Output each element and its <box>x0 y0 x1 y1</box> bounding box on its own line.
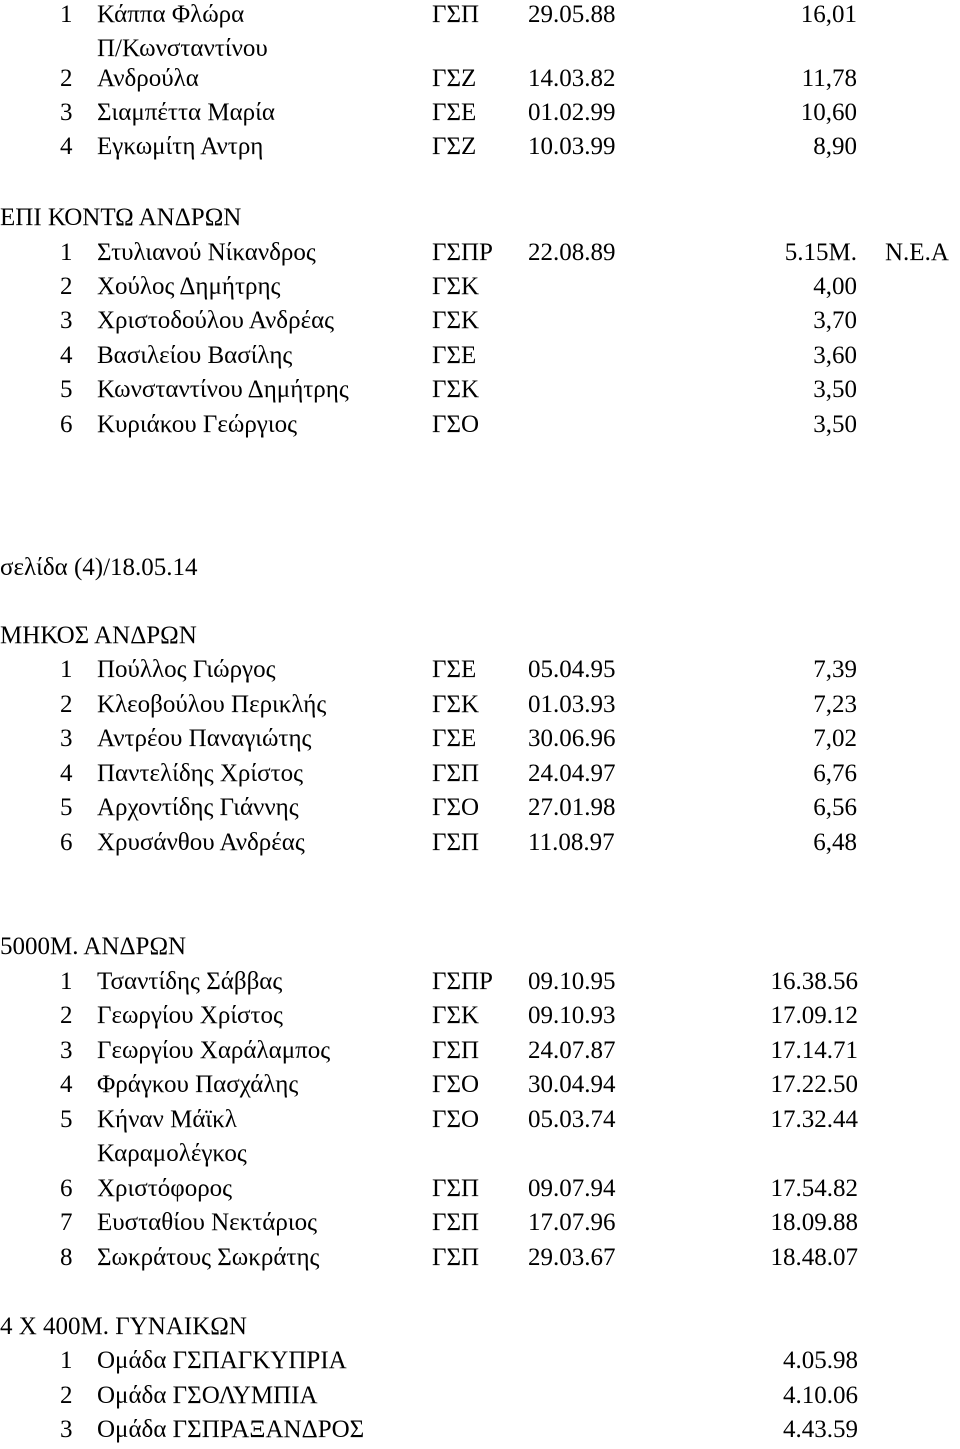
club-code: ΓΣΠΡ <box>432 968 493 995</box>
rank-number: 8 <box>60 1244 73 1271</box>
result-value: 10,60 <box>800 99 857 126</box>
birth-date: 01.02.99 <box>528 99 616 126</box>
birth-date: 17.07.96 <box>528 1209 616 1236</box>
club-code: ΓΣΟ <box>432 411 480 438</box>
rank-number: 5 <box>60 376 73 403</box>
athlete-name: Γεωργίου Χρίστος <box>97 1002 283 1029</box>
result-value: 17.54.82 <box>770 1175 858 1202</box>
section-heading: ΕΠΙ ΚΟΝΤΩ ΑΝΔΡΩΝ <box>0 204 242 231</box>
rank-number: 3 <box>60 307 73 334</box>
birth-date: 01.03.93 <box>528 691 616 718</box>
athlete-name: Αρχοντίδης Γιάννης <box>97 794 299 821</box>
result-value: 18.48.07 <box>770 1244 858 1271</box>
club-code: ΓΣΖ <box>432 65 477 92</box>
athlete-name: Γεωργίου Χαράλαμπος <box>97 1037 331 1064</box>
club-code: ΓΣΚ <box>432 273 480 300</box>
result-value: 7,23 <box>813 691 857 718</box>
birth-date: 09.10.95 <box>528 968 616 995</box>
athlete-name: Κυριάκου Γεώργιος <box>97 411 297 438</box>
club-code: ΓΣΠ <box>432 1209 480 1236</box>
athlete-name: Π/Κωνσταντίνου <box>97 35 268 62</box>
athlete-name: Στυλιανού Νίκανδρος <box>97 239 316 266</box>
birth-date: 22.08.89 <box>528 239 616 266</box>
birth-date: 24.07.87 <box>528 1037 616 1064</box>
club-code: ΓΣΕ <box>432 656 477 683</box>
result-value: 17.09.12 <box>770 1002 858 1029</box>
birth-date: 09.10.93 <box>528 1002 616 1029</box>
athlete-name: Καραμολέγκος <box>97 1140 247 1167</box>
rank-number: 2 <box>60 1382 73 1409</box>
birth-date: 30.04.94 <box>528 1071 616 1098</box>
rank-number: 6 <box>60 411 73 438</box>
athlete-name: Εγκωμίτη Αντρη <box>97 133 264 160</box>
page-footer: σελίδα (4)/18.05.14 <box>0 554 198 581</box>
athlete-name: Κωνσταντίνου Δημήτρης <box>97 376 349 403</box>
rank-number: 6 <box>60 829 73 856</box>
athlete-name: Κλεοβούλου Περικλής <box>97 691 327 718</box>
record-note: Ν.Ε.Α <box>885 239 949 266</box>
club-code: ΓΣΟ <box>432 1071 480 1098</box>
athlete-name: Ομάδα ΓΣΟΛΥΜΠΙΑ <box>97 1382 318 1409</box>
section-heading: 5000Μ. ΑΝΔΡΩΝ <box>0 933 187 960</box>
club-code: ΓΣΠ <box>432 829 480 856</box>
athlete-name: Βασιλείου Βασίλης <box>97 342 293 369</box>
rank-number: 4 <box>60 760 73 787</box>
athlete-name: Παντελίδης Χρίστος <box>97 760 304 787</box>
result-value: 17.14.71 <box>770 1037 858 1064</box>
rank-number: 2 <box>60 65 73 92</box>
athlete-name: Ανδρούλα <box>97 65 199 92</box>
club-code: ΓΣΚ <box>432 376 480 403</box>
rank-number: 4 <box>60 1071 73 1098</box>
birth-date: 11.08.97 <box>528 829 615 856</box>
club-code: ΓΣΠ <box>432 760 480 787</box>
rank-number: 3 <box>60 725 73 752</box>
rank-number: 4 <box>60 133 73 160</box>
result-value: 16.38.56 <box>770 968 858 995</box>
rank-number: 3 <box>60 99 73 126</box>
result-value: 5.15Μ. <box>784 239 857 266</box>
rank-number: 1 <box>60 656 73 683</box>
birth-date: 10.03.99 <box>528 133 616 160</box>
club-code: ΓΣΖ <box>432 133 477 160</box>
club-code: ΓΣΚ <box>432 1002 480 1029</box>
result-value: 6,76 <box>813 760 857 787</box>
result-value: 11,78 <box>801 65 857 92</box>
athlete-name: Ομάδα ΓΣΠΡΑΞΑΝΔΡΟΣ <box>97 1416 365 1443</box>
birth-date: 29.05.88 <box>528 1 616 28</box>
athlete-name: Χριστόφορος <box>97 1175 233 1202</box>
rank-number: 1 <box>60 1 73 28</box>
result-value: 6,48 <box>813 829 857 856</box>
result-value: 3,70 <box>813 307 857 334</box>
athlete-name: Χρυσάνθου Ανδρέας <box>97 829 305 856</box>
athlete-name: Ευσταθίου Νεκτάριος <box>97 1209 317 1236</box>
section-heading: ΜΗΚΟΣ ΑΝΔΡΩΝ <box>0 622 197 649</box>
club-code: ΓΣΚ <box>432 307 480 334</box>
birth-date: 09.07.94 <box>528 1175 616 1202</box>
athlete-name: Κήναν Μάϊκλ <box>97 1106 237 1133</box>
rank-number: 2 <box>60 273 73 300</box>
athlete-name: Αντρέου Παναγιώτης <box>97 725 312 752</box>
result-value: 3,60 <box>813 342 857 369</box>
result-value: 18.09.88 <box>770 1209 858 1236</box>
rank-number: 3 <box>60 1037 73 1064</box>
result-value: 4.43.59 <box>783 1416 858 1443</box>
result-value: 3,50 <box>813 376 857 403</box>
club-code: ΓΣΕ <box>432 99 477 126</box>
rank-number: 5 <box>60 1106 73 1133</box>
club-code: ΓΣΠ <box>432 1244 480 1271</box>
club-code: ΓΣΠ <box>432 1 480 28</box>
athlete-name: Χούλος Δημήτρης <box>97 273 281 300</box>
result-value: 4.10.06 <box>783 1382 858 1409</box>
rank-number: 5 <box>60 794 73 821</box>
athlete-name: Ομάδα ΓΣΠΑΓΚΥΠΡΙΑ <box>97 1347 347 1374</box>
rank-number: 7 <box>60 1209 73 1236</box>
club-code: ΓΣΟ <box>432 1106 480 1133</box>
birth-date: 27.01.98 <box>528 794 616 821</box>
birth-date: 29.03.67 <box>528 1244 616 1271</box>
rank-number: 1 <box>60 968 73 995</box>
athlete-name: Τσαντίδης Σάββας <box>97 968 283 995</box>
result-value: 8,90 <box>813 133 857 160</box>
athlete-name: Κάππα Φλώρα <box>97 1 245 28</box>
result-value: 6,56 <box>813 794 857 821</box>
rank-number: 1 <box>60 1347 73 1374</box>
rank-number: 3 <box>60 1416 73 1443</box>
section-heading: 4 Χ 400Μ. ΓΥΝΑΙΚΩΝ <box>0 1313 247 1340</box>
result-value: 17.22.50 <box>770 1071 858 1098</box>
birth-date: 30.06.96 <box>528 725 616 752</box>
rank-number: 6 <box>60 1175 73 1202</box>
athlete-name: Φράγκου Πασχάλης <box>97 1071 299 1098</box>
club-code: ΓΣΟ <box>432 794 480 821</box>
athlete-name: Πούλλος Γιώργος <box>97 656 276 683</box>
birth-date: 14.03.82 <box>528 65 616 92</box>
result-value: 7,02 <box>813 725 857 752</box>
athlete-name: Χριστοδούλου Ανδρέας <box>97 307 335 334</box>
athlete-name: Σιαμπέττα Μαρία <box>97 99 275 126</box>
result-value: 3,50 <box>813 411 857 438</box>
club-code: ΓΣΚ <box>432 691 480 718</box>
birth-date: 24.04.97 <box>528 760 616 787</box>
rank-number: 2 <box>60 691 73 718</box>
rank-number: 1 <box>60 239 73 266</box>
birth-date: 05.04.95 <box>528 656 616 683</box>
club-code: ΓΣΠ <box>432 1037 480 1064</box>
result-value: 17.32.44 <box>770 1106 858 1133</box>
result-value: 4,00 <box>813 273 857 300</box>
result-value: 7,39 <box>813 656 857 683</box>
rank-number: 2 <box>60 1002 73 1029</box>
birth-date: 05.03.74 <box>528 1106 616 1133</box>
club-code: ΓΣΕ <box>432 725 477 752</box>
athlete-name: Σωκράτους Σωκράτης <box>97 1244 320 1271</box>
club-code: ΓΣΕ <box>432 342 477 369</box>
club-code: ΓΣΠΡ <box>432 239 493 266</box>
rank-number: 4 <box>60 342 73 369</box>
result-value: 4.05.98 <box>783 1347 858 1374</box>
club-code: ΓΣΠ <box>432 1175 480 1202</box>
result-value: 16,01 <box>800 1 857 28</box>
